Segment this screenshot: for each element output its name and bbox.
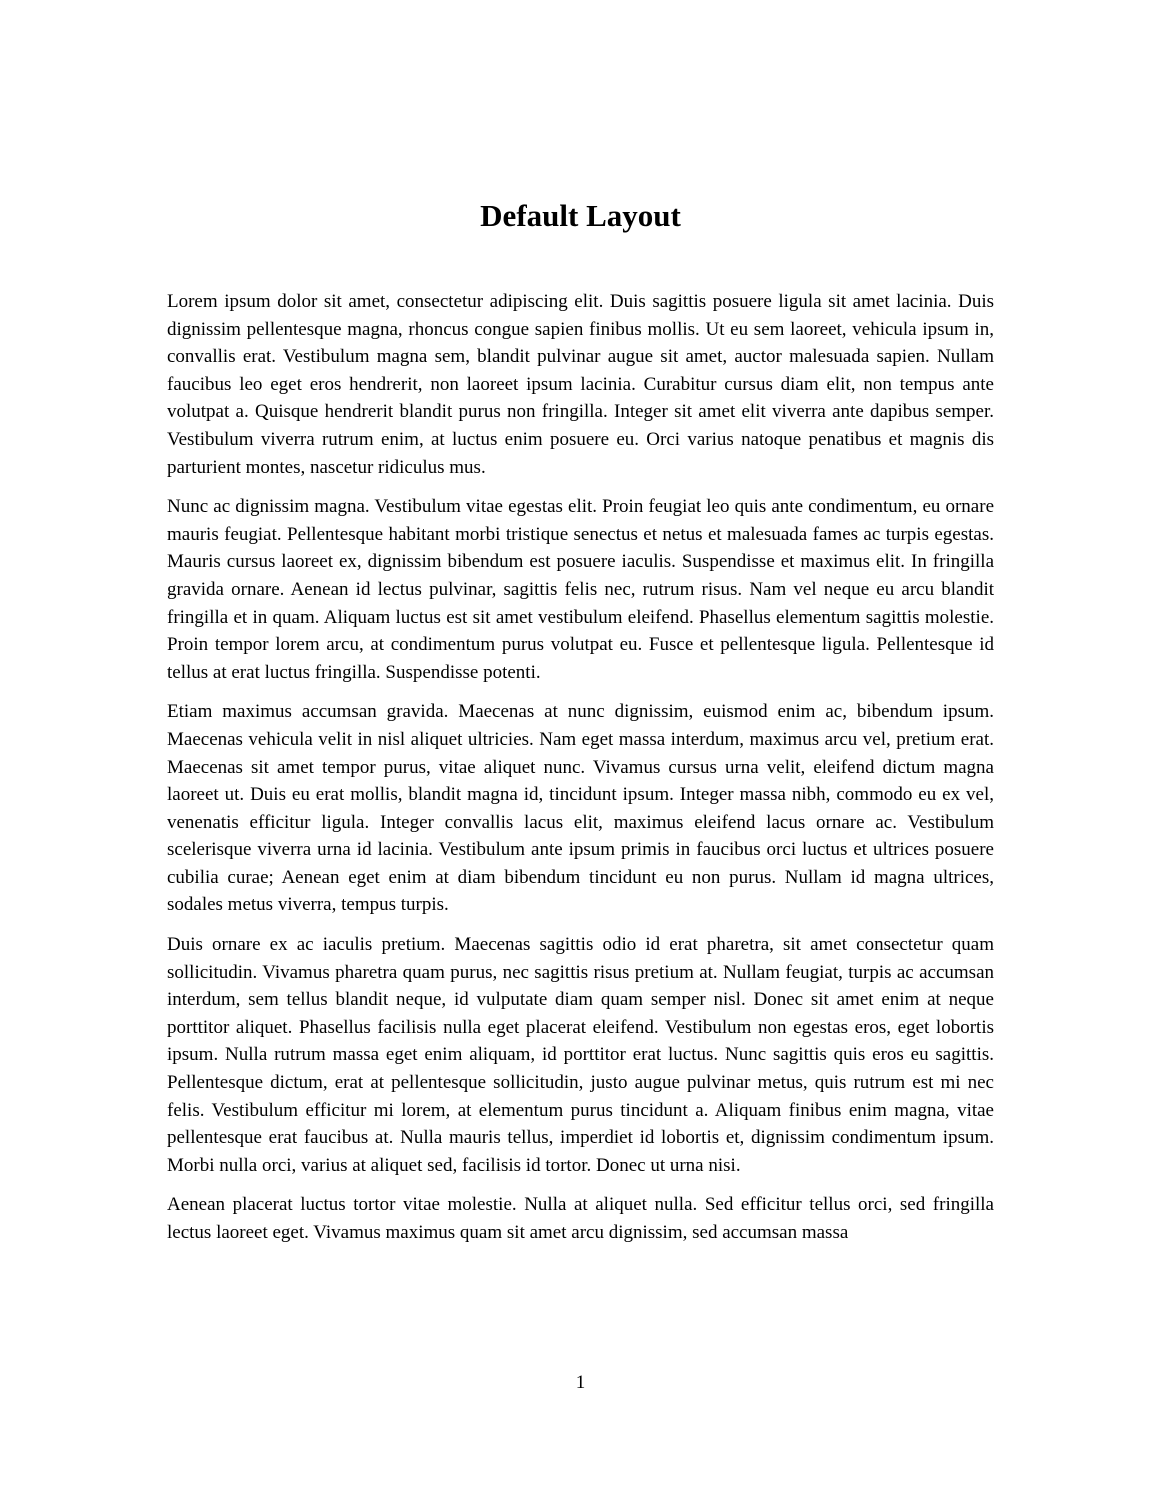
paragraph-4: Duis ornare ex ac iaculis pretium. Maecenas sagittis odio id erat pharetra, sit amet consectetur quam sollicitudin. Vivamus pharetra quam purus, nec sagittis risus pretium at. Nullam feugiat, turpis ac accumsan interdum, sem tellus blandit neque, id vulputate diam quam semper nisl. Donec sit amet enim at neque porttitor aliquet. Phasellus facilisis nulla eget placerat eleifend. Vestibulum non egestas eros, eget lobortis ipsum. Nulla rutrum massa eget enim aliquam, id porttitor erat luctus. Nunc sagittis quis eros eu sagittis. Pellentesque dictum, erat at pellentesque sollicitudin, justo augue pulvinar metus, quis rutrum est mi nec felis. Vestibulum efficitur mi lorem, at elementum purus tincidunt a. Aliquam finibus enim magna, vitae pellentesque erat faucibus at. Nulla mauris tellus, imperdiet id lobortis et, dignissim condimentum ipsum. Morbi nulla orci, varius at aliquet sed, facilisis id tortor. Donec ut urna nisi. [167, 934, 994, 1176]
page-title: Default Layout [480, 198, 681, 233]
paragraph-1: Lorem ipsum dolor sit amet, consectetur adipiscing elit. Duis sagittis posuere ligula sit amet lacinia. Duis dignissim pellentesque magna, rhoncus congue sapien finibus mollis. Ut eu sem laoreet, vehicula ipsum in, convallis erat. Vestibulum magna sem, blandit pulvinar augue sit amet, auctor malesuada sapien. Nullam faucibus leo eget eros hendrerit, non laoreet ipsum lacinia. Curabitur cursus diam elit, non tempus ante volutpat a. Quisque hendrerit blandit purus non fringilla. Integer sit amet elit viverra ante dapibus semper. Vestibulum viverra rutrum enim, at luctus enim posuere eu. Orci varius natoque penatibus et magnis dis parturient montes, nascetur ridiculus mus. [167, 291, 994, 478]
paragraph-3: Etiam maximus accumsan gravida. Maecenas at nunc dignissim, euismod enim ac, bibendum ipsum. Maecenas vehicula velit in nisl aliquet ultricies. Nam eget massa interdum, maximus arcu vel, pretium erat. Maecenas sit amet tempor purus, vitae aliquet nunc. Vivamus cursus urna velit, eleifend dictum magna laoreet ut. Duis eu erat mollis, blandit magna id, tincidunt ipsum. Integer massa nibh, commodo eu ex vel, venenatis efficitur ligula. Integer convallis lacus elit, maximus eleifend lacus ornare ac. Vestibulum scelerisque viverra urna id lacinia. Vestibulum ante ipsum primis in faucibus orci luctus et ultrices posuere cubilia curae; Aenean eget enim at diam bibendum tincidunt eu non purus. Nullam id magna ultrices, sodales metus viverra, tempus turpis. [167, 701, 994, 916]
paragraph-2: Nunc ac dignissim magna. Vestibulum vitae egestas elit. Proin feugiat leo quis ante condimentum, eu ornare mauris feugiat. Pellentesque habitant morbi tristique senectus et netus et malesuada fames ac turpis egestas. Mauris cursus laoreet ex, dignissim bibendum est posuere iaculis. Suspendisse et maximus elit. In fringilla gravida ornare. Aenean id lectus pulvinar, sagittis felis nec, rutrum risus. Nam vel neque eu arcu blandit fringilla et in quam. Aliquam luctus est sit amet vestibulum eleifend. Phasellus elementum sagittis molestie. Proin tempor lorem arcu, at condimentum purus volutpat eu. Fusce et pellentesque ligula. Pellentesque id tellus at erat luctus fringilla. Suspendisse potenti. [167, 496, 994, 683]
document-body [167, 288, 994, 1247]
page-number: 1 [575, 1372, 586, 1393]
paragraph-5: Aenean placerat luctus tortor vitae molestie. Nulla at aliquet nulla. Sed efficitur tellus orci, sed fringilla lectus laoreet eget. Vivamus maximus quam sit amet arcu dignissim, sed accumsan massa [167, 1194, 994, 1243]
